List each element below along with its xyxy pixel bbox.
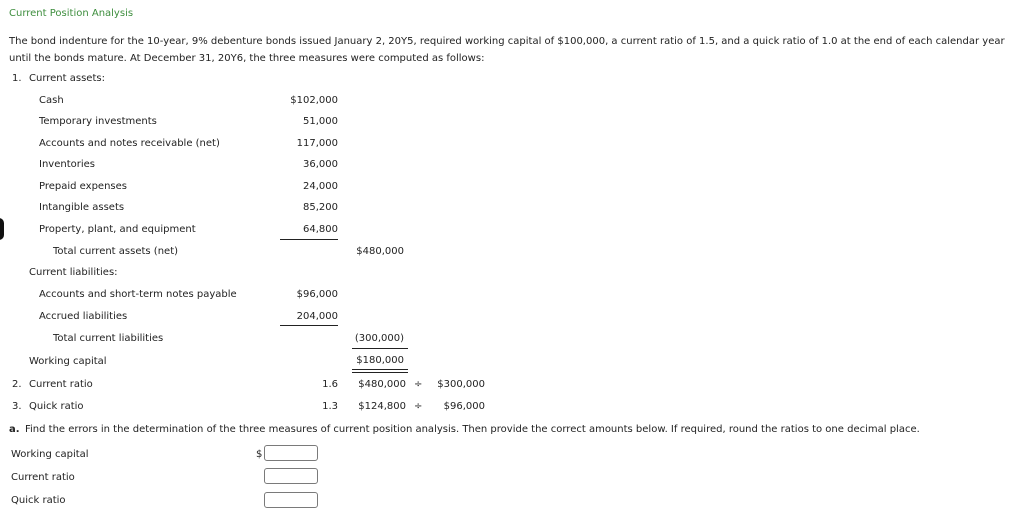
quick-ratio-label: Quick ratio <box>29 401 84 412</box>
answer-label-working-capital: Working capital <box>11 449 89 460</box>
page-title: Current Position Analysis <box>9 8 134 19</box>
asset-value-receivables: 117,000 <box>296 138 338 149</box>
dollar-sign: $ <box>256 449 263 460</box>
question-text: Find the errors in the determination of the three measures of current position analysis. Then provide the correct amounts below. If required, round the ratios to one decimal place. <box>25 424 920 435</box>
total-current-assets-value: $480,000 <box>356 246 404 257</box>
asset-value-intangible-assets: 85,200 <box>303 202 338 213</box>
question-letter: a. <box>9 424 20 435</box>
asset-value-temporary-investments: 51,000 <box>303 116 338 127</box>
working-capital-label: Working capital <box>29 356 107 367</box>
liability-value-accrued: 204,000 <box>296 311 338 322</box>
asset-value-prepaid-expenses: 24,000 <box>303 181 338 192</box>
assets-subtotal-rule <box>280 239 338 240</box>
current-ratio-numerator: $480,000 <box>358 379 406 390</box>
asset-value-cash: $102,000 <box>290 95 338 106</box>
answer-label-quick-ratio: Quick ratio <box>11 495 66 506</box>
current-ratio-label: Current ratio <box>29 379 93 390</box>
section-1-number: 1. <box>12 73 22 84</box>
total-current-liabilities-value: (300,000) <box>354 333 404 344</box>
section-3-number: 3. <box>12 401 22 412</box>
liabilities-subtotal-rule <box>280 325 338 326</box>
asset-label-temporary-investments: Temporary investments <box>39 116 157 127</box>
current-ratio-value: 1.6 <box>322 379 338 390</box>
current-liabilities-heading: Current liabilities: <box>29 267 118 278</box>
current-assets-heading: Current assets: <box>29 73 105 84</box>
working-capital-value: $180,000 <box>356 355 404 366</box>
asset-value-inventories: 36,000 <box>303 159 338 170</box>
quick-ratio-numerator: $124,800 <box>358 401 406 412</box>
asset-label-intangible-assets: Intangible assets <box>39 202 125 213</box>
asset-value-ppe: 64,800 <box>303 224 338 235</box>
total-current-liabilities-label: Total current liabilities <box>53 333 164 344</box>
working-capital-input[interactable] <box>264 445 318 461</box>
working-capital-rule <box>352 348 408 349</box>
liability-value-notes-payable: $96,000 <box>296 289 338 300</box>
asset-label-cash: Cash <box>39 95 64 106</box>
quick-ratio-denominator: $96,000 <box>443 401 485 412</box>
answer-label-current-ratio: Current ratio <box>11 472 75 483</box>
current-ratio-input[interactable] <box>264 468 318 484</box>
liability-label-accrued: Accrued liabilities <box>39 311 128 322</box>
quick-ratio-divide: ÷ <box>414 401 423 412</box>
asset-label-inventories: Inventories <box>39 159 95 170</box>
section-2-number: 2. <box>12 379 22 390</box>
problem-intro: The bond indenture for the 10-year, 9% debenture bonds issued January 2, 20Y5, required working capital of $100,000, a current ratio of 1.5, and a quick ratio of 1.0 at the end of each calendar year until the bonds mature. At December 31, 20Y6, the three measures were computed as follows: <box>9 36 1005 64</box>
liability-label-notes-payable: Accounts and short-term notes payable <box>39 289 237 300</box>
total-current-assets-label: Total current assets (net) <box>53 246 179 257</box>
quick-ratio-value: 1.3 <box>322 401 338 412</box>
working-capital-double-rule <box>352 369 408 373</box>
current-ratio-denominator: $300,000 <box>437 379 485 390</box>
quick-ratio-input[interactable] <box>264 492 318 508</box>
page-edge-marker <box>0 218 4 240</box>
asset-label-ppe: Property, plant, and equipment <box>39 224 196 235</box>
asset-label-receivables: Accounts and notes receivable (net) <box>39 138 220 149</box>
current-ratio-divide: ÷ <box>414 379 423 390</box>
asset-label-prepaid-expenses: Prepaid expenses <box>39 181 127 192</box>
